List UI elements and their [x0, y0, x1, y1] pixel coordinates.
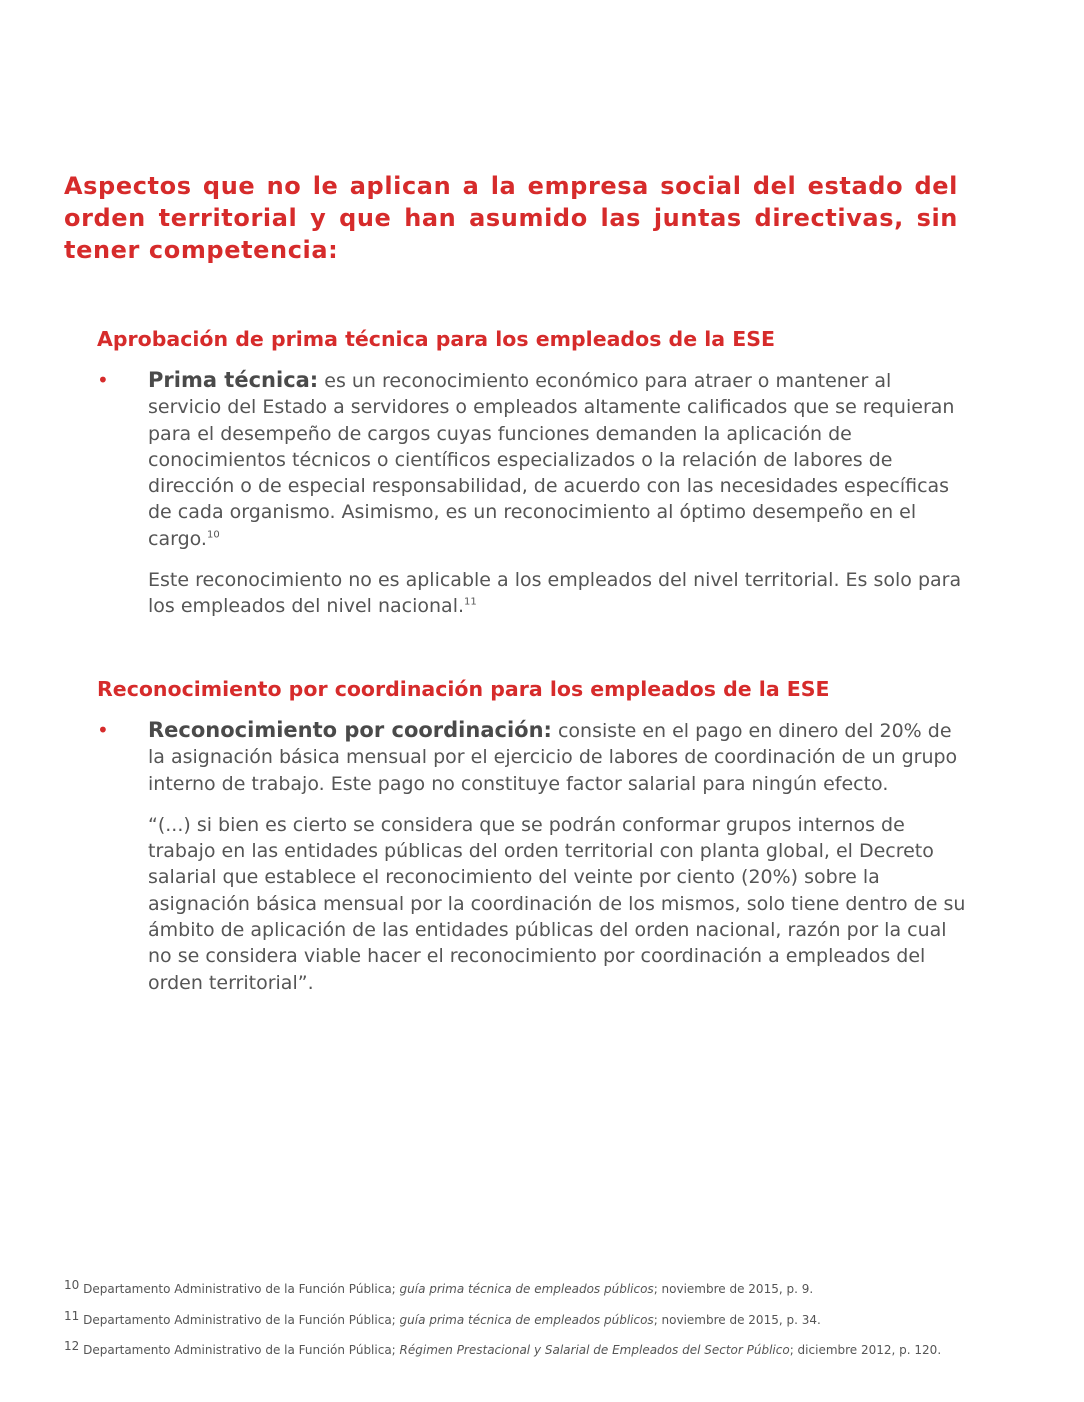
footnote-work: guía prima técnica de empleados públicos — [399, 1312, 654, 1327]
footnote-details: ; noviembre de 2015, p. 9. — [653, 1282, 814, 1296]
footnote-details: ; diciembre 2012, p. 120. — [789, 1343, 942, 1357]
footnote-10 — [64, 1272, 1024, 1303]
footnote-work: guía prima técnica de empleados públicos — [399, 1282, 654, 1296]
footnote-ref: 10 — [206, 529, 220, 541]
definition-text: es un reconocimiento económico para atraer o mantener al servicio del Estado a servidores o empleados altamente calificados que se requieran para el desempeño de cargos cuyas funciones demanden la aplicación de conocimientos técnicos o científicos especializados o la relación de labores de dirección o de especial responsabilidad, de acuerdo con las necesidades específicas de cada organismo. Asimismo, es un reconocimiento al óptimo desempeño en el cargo. — [148, 370, 955, 550]
bullet-item — [97, 717, 967, 996]
definition-paragraph — [148, 717, 967, 797]
footnote-author: Departamento Administrativo de la Función Pública; — [79, 1343, 400, 1357]
footnote-work: Régimen Prestacional y Salarial de Empleados del Sector Público — [399, 1343, 790, 1357]
note-paragraph — [148, 567, 967, 620]
footnote-number: 10 — [64, 1278, 80, 1292]
footnote-author: Departamento Administrativo de la Función Pública; — [79, 1312, 400, 1327]
section-title: Reconocimiento por coordinación para los empleados de la ESE — [97, 677, 830, 701]
footnote-11 — [64, 1303, 1024, 1334]
footnotes — [64, 1272, 1024, 1364]
footnote-details: ; noviembre de 2015, p. 34. — [653, 1312, 821, 1327]
term-label: Prima técnica: — [148, 368, 319, 392]
section-reconocimiento-coordinacion — [97, 675, 967, 996]
footnote-number: 12 — [64, 1339, 80, 1353]
note-text: Este reconocimiento no es aplicable a los empleados del nivel territorial. Es solo para los empleados del nivel nacional. — [148, 569, 962, 618]
bullet-icon: • — [97, 368, 109, 392]
footnote-number: 11 — [64, 1308, 80, 1323]
term-label: Reconocimiento por coordinación: — [148, 718, 552, 742]
quote-paragraph: “(...) si bien es cierto se considera que se podrán conformar grupos internos de trabajo en las entidades públicas del orden territorial con planta global, el Decreto salarial que establece el reconocimiento del veinte por ciento (20%) sobre la asignación básica mensual por la coordinación de los mismos, solo tiene dentro de su ámbito de aplicación de las entidades públicas del orden nacional, razón por la cual no se considera viable hacer el reconocimiento por coordinación a empleados del orden territorial”. — [148, 813, 966, 994]
definition-paragraph — [148, 367, 967, 552]
section-prima-tecnica — [97, 325, 967, 620]
definition-text: consiste en el pago en dinero del 20% de la asignación básica mensual por el ejercicio de labores de coordinación de un grupo interno de trabajo. Este pago no constituye factor salarial para ningún efecto. — [148, 720, 958, 795]
page-heading: Aspectos que no le aplican a la empresa social del estado del orden territorial y que han asumido las juntas directivas, sin tener competencia: — [64, 172, 958, 264]
bullet-item — [97, 367, 967, 620]
bullet-icon: • — [97, 718, 109, 742]
footnote-12 — [64, 1333, 1024, 1364]
section-title: Aprobación de prima técnica para los empleados de la ESE — [97, 327, 776, 351]
footnote-ref: 11 — [464, 597, 477, 609]
footnote-author: Departamento Administrativo de la Función Pública; — [79, 1282, 400, 1296]
